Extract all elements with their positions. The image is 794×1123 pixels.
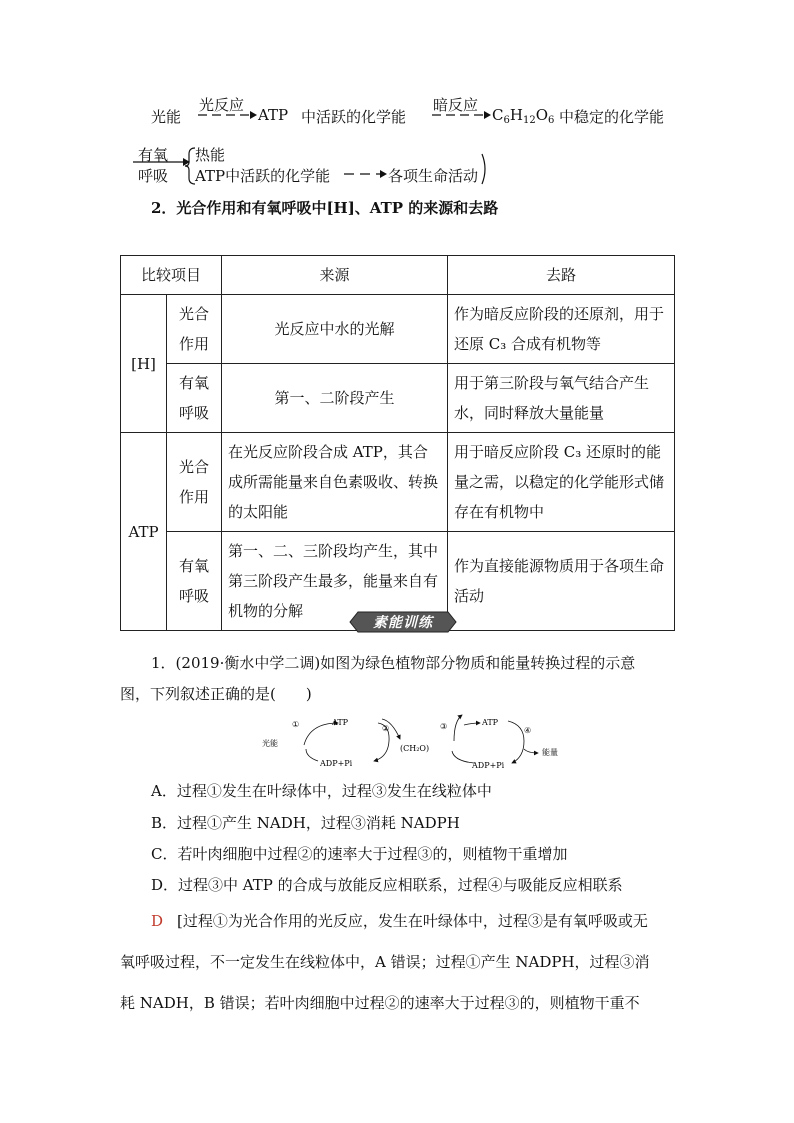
- question-stem-line2: 图，下列叙述正确的是( ): [120, 685, 312, 703]
- energy-conversion-diagram: [258, 711, 568, 773]
- group-h: [H]: [121, 295, 167, 433]
- right-paren-icon: [481, 152, 489, 186]
- eq1-end: 中稳定的化学能: [559, 108, 665, 126]
- source-cell: 第一、二阶段产生: [222, 364, 448, 433]
- diagram-energy: 能量: [542, 748, 558, 757]
- eq1-arrow2-label: 暗反应: [433, 96, 479, 114]
- header-destination: 去路: [448, 256, 675, 295]
- answer-line3: 耗 NADH，B 错误；若叶肉细胞中过程②的速率大于过程③的，则植物干重不: [120, 994, 640, 1012]
- eq1-mid: 中活跃的化学能: [301, 108, 407, 126]
- diagram-step4: ④: [524, 726, 532, 735]
- answer-text-1: [过程①为光合作用的光反应，发生在叶绿体中，过程③是有氧呼吸或无: [177, 912, 648, 930]
- diagram-step1: ①: [292, 720, 300, 729]
- dashed-arrow-icon: [196, 108, 258, 122]
- table-row: [121, 364, 675, 433]
- section-title: 2．光合作用和有氧呼吸中[H]、ATP 的来源和去路: [151, 199, 499, 217]
- eq1-start: 光能: [151, 108, 182, 126]
- dashed-arrow-icon: [430, 108, 492, 122]
- option-d: D．过程③中 ATP 的合成与放能反应相联系，过程④与吸能反应相联系: [151, 876, 623, 894]
- answer-letter: D: [151, 912, 164, 930]
- eq1-product: $C_6H_{12}O_6$: [492, 106, 555, 126]
- process-cell: 光合作用: [167, 295, 222, 364]
- section-banner: [348, 611, 458, 633]
- option-a: A．过程①发生在叶绿体中，过程③发生在线粒体中: [151, 782, 492, 800]
- eq2-target: 各项生命活动: [388, 167, 479, 185]
- source-cell: 在光反应阶段合成 ATP，其合成所需能量来自色素吸收、转换的太阳能: [222, 433, 448, 532]
- eq2-label-bottom: 呼吸: [138, 167, 169, 185]
- diagram-adp1: ADP+Pi: [320, 759, 353, 768]
- option-b: B．过程①产生 NADH，过程③消耗 NADPH: [151, 814, 460, 832]
- diagram-step3: ③: [440, 722, 448, 731]
- dashed-arrow-icon: [342, 167, 388, 181]
- table-row: [121, 295, 675, 364]
- process-cell: 有氧呼吸: [167, 364, 222, 433]
- table-header-row: [121, 256, 675, 295]
- header-source: 来源: [222, 256, 448, 295]
- header-compare-item: 比较项目: [121, 256, 222, 295]
- diagram-atp2: ATP: [482, 718, 499, 727]
- diagram-step2: ②: [382, 724, 390, 733]
- process-cell: 有氧呼吸: [167, 532, 222, 631]
- destination-cell: 用于第三阶段与氧气结合产生水，同时释放大量能量: [448, 364, 675, 433]
- diagram-adp2: ADP+Pi: [472, 761, 505, 770]
- eq1-arrow1-label: 光反应: [199, 96, 245, 114]
- eq1-atp: ATP: [258, 106, 289, 124]
- eq2-branch2: ATP中活跃的化学能: [195, 167, 331, 185]
- answer-line2: 氧呼吸过程，不一定发生在线粒体中，A 错误；过程①产生 NADPH，过程③消: [120, 953, 650, 971]
- diagram-atp1: ATP: [332, 718, 349, 727]
- destination-cell: 作为暗反应阶段的还原剂，用于还原 C₃ 合成有机物等: [448, 295, 675, 364]
- group-atp: ATP: [121, 433, 167, 631]
- diagram-ch2o: (CH₂O): [400, 744, 430, 753]
- answer-line1: [151, 910, 648, 931]
- destination-cell: 用于暗反应阶段 C₃ 还原时的能量之需，以稳定的化学能形式储存在有机物中: [448, 433, 675, 532]
- table-row: [121, 433, 675, 532]
- option-c: C．若叶肉细胞中过程②的速率大于过程③的，则植物干重增加: [151, 845, 568, 863]
- comparison-table: [120, 255, 675, 631]
- question-stem-line1: 1．(2019·衡水中学二调)如图为绿色植物部分物质和能量转换过程的示意: [151, 654, 636, 672]
- banner-text: 素能训练: [373, 615, 433, 631]
- source-cell: 第一、二、三阶段均产生，其中第三阶段产生最多，能量来自有机物的分解: [222, 532, 448, 631]
- diagram-light-label: 光能: [262, 739, 278, 748]
- source-cell: 光反应中水的光解: [222, 295, 448, 364]
- eq2-label-top: 有氧: [138, 146, 169, 164]
- destination-cell: 作为直接能源物质用于各项生命活动: [448, 532, 675, 631]
- process-cell: 光合作用: [167, 433, 222, 532]
- eq2-branch1: 热能: [195, 146, 226, 164]
